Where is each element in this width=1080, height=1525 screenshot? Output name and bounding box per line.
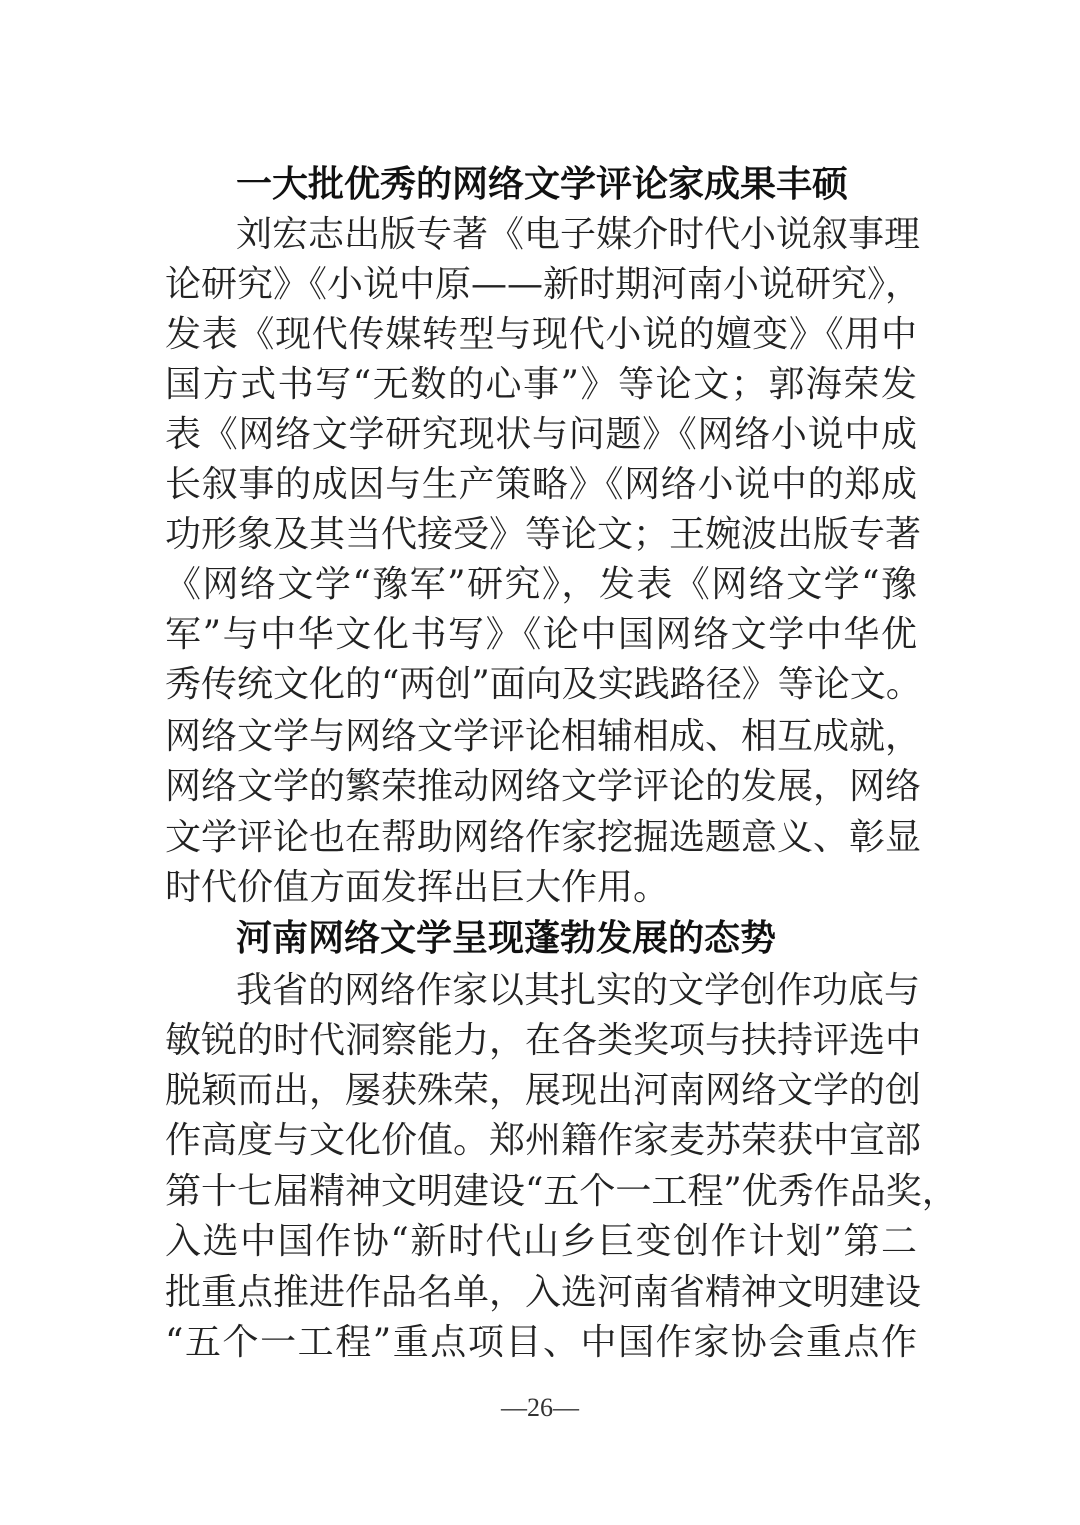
paragraph-line: 军”与中华文化书写》《论中国网络文学中华优: [165, 614, 917, 655]
paragraph-line: 网络文学与网络文学评论相辅相成、相互成就，: [165, 716, 922, 757]
section-heading-development: 河南网络文学呈现蓬勃发展的态势: [236, 918, 777, 959]
paragraph-line: 表《网络文学研究现状与问题》《网络小说中成: [165, 414, 917, 455]
paragraph-line: 秀传统文化的“两创”面向及实践路径》等论文。: [165, 664, 922, 705]
paragraph-line: 刘宏志出版专著《电子媒介时代小说叙事理: [236, 214, 921, 255]
paragraph-line: 敏锐的时代洞察能力，在各类奖项与扶持评选中: [165, 1020, 922, 1061]
paragraph-line: 我省的网络作家以其扎实的文学创作功底与: [236, 970, 921, 1011]
paragraph-line: 网络文学的繁荣推动网络文学评论的发展，网络: [165, 766, 922, 807]
paragraph-line: 时代价值方面发挥出巨大作用。: [165, 867, 670, 908]
paragraph-line: 入选中国作协“新时代山乡巨变创作计划”第二: [165, 1221, 917, 1262]
paragraph-line: 文学评论也在帮助网络作家挖掘选题意义、彰显: [165, 817, 922, 858]
paragraph-line: 《网络文学“豫军”研究》，发表《网络文学“豫: [165, 564, 917, 605]
section-heading-critics: 一大批优秀的网络文学评论家成果丰硕: [236, 164, 849, 205]
paragraph-line: 国方式书写“无数的心事”》等论文；郭海荣发: [165, 364, 917, 405]
paragraph-line: 第十七届精神文明建设“五个一工程”优秀作品奖，: [165, 1171, 958, 1212]
page-number: —26—: [501, 1393, 579, 1422]
paragraph-line: 论研究》《小说中原——新时期河南小说研究》，: [165, 264, 922, 305]
paragraph-line: 长叙事的成因与生产策略》《网络小说中的郑成: [165, 464, 917, 505]
paragraph-line: 脱颖而出，屡获殊荣，展现出河南网络文学的创: [165, 1070, 922, 1111]
paragraph-line: 功形象及其当代接受》等论文；王婉波出版专著: [165, 514, 922, 555]
paragraph-line: “五个一工程”重点项目、中国作家协会重点作: [165, 1322, 917, 1363]
paragraph-line: 作高度与文化价值。郑州籍作家麦苏荣获中宣部: [165, 1120, 922, 1161]
paragraph-line: 批重点推进作品名单，入选河南省精神文明建设: [165, 1272, 922, 1313]
paragraph-line: 发表《现代传媒转型与现代小说的嬗变》《用中: [165, 314, 917, 355]
